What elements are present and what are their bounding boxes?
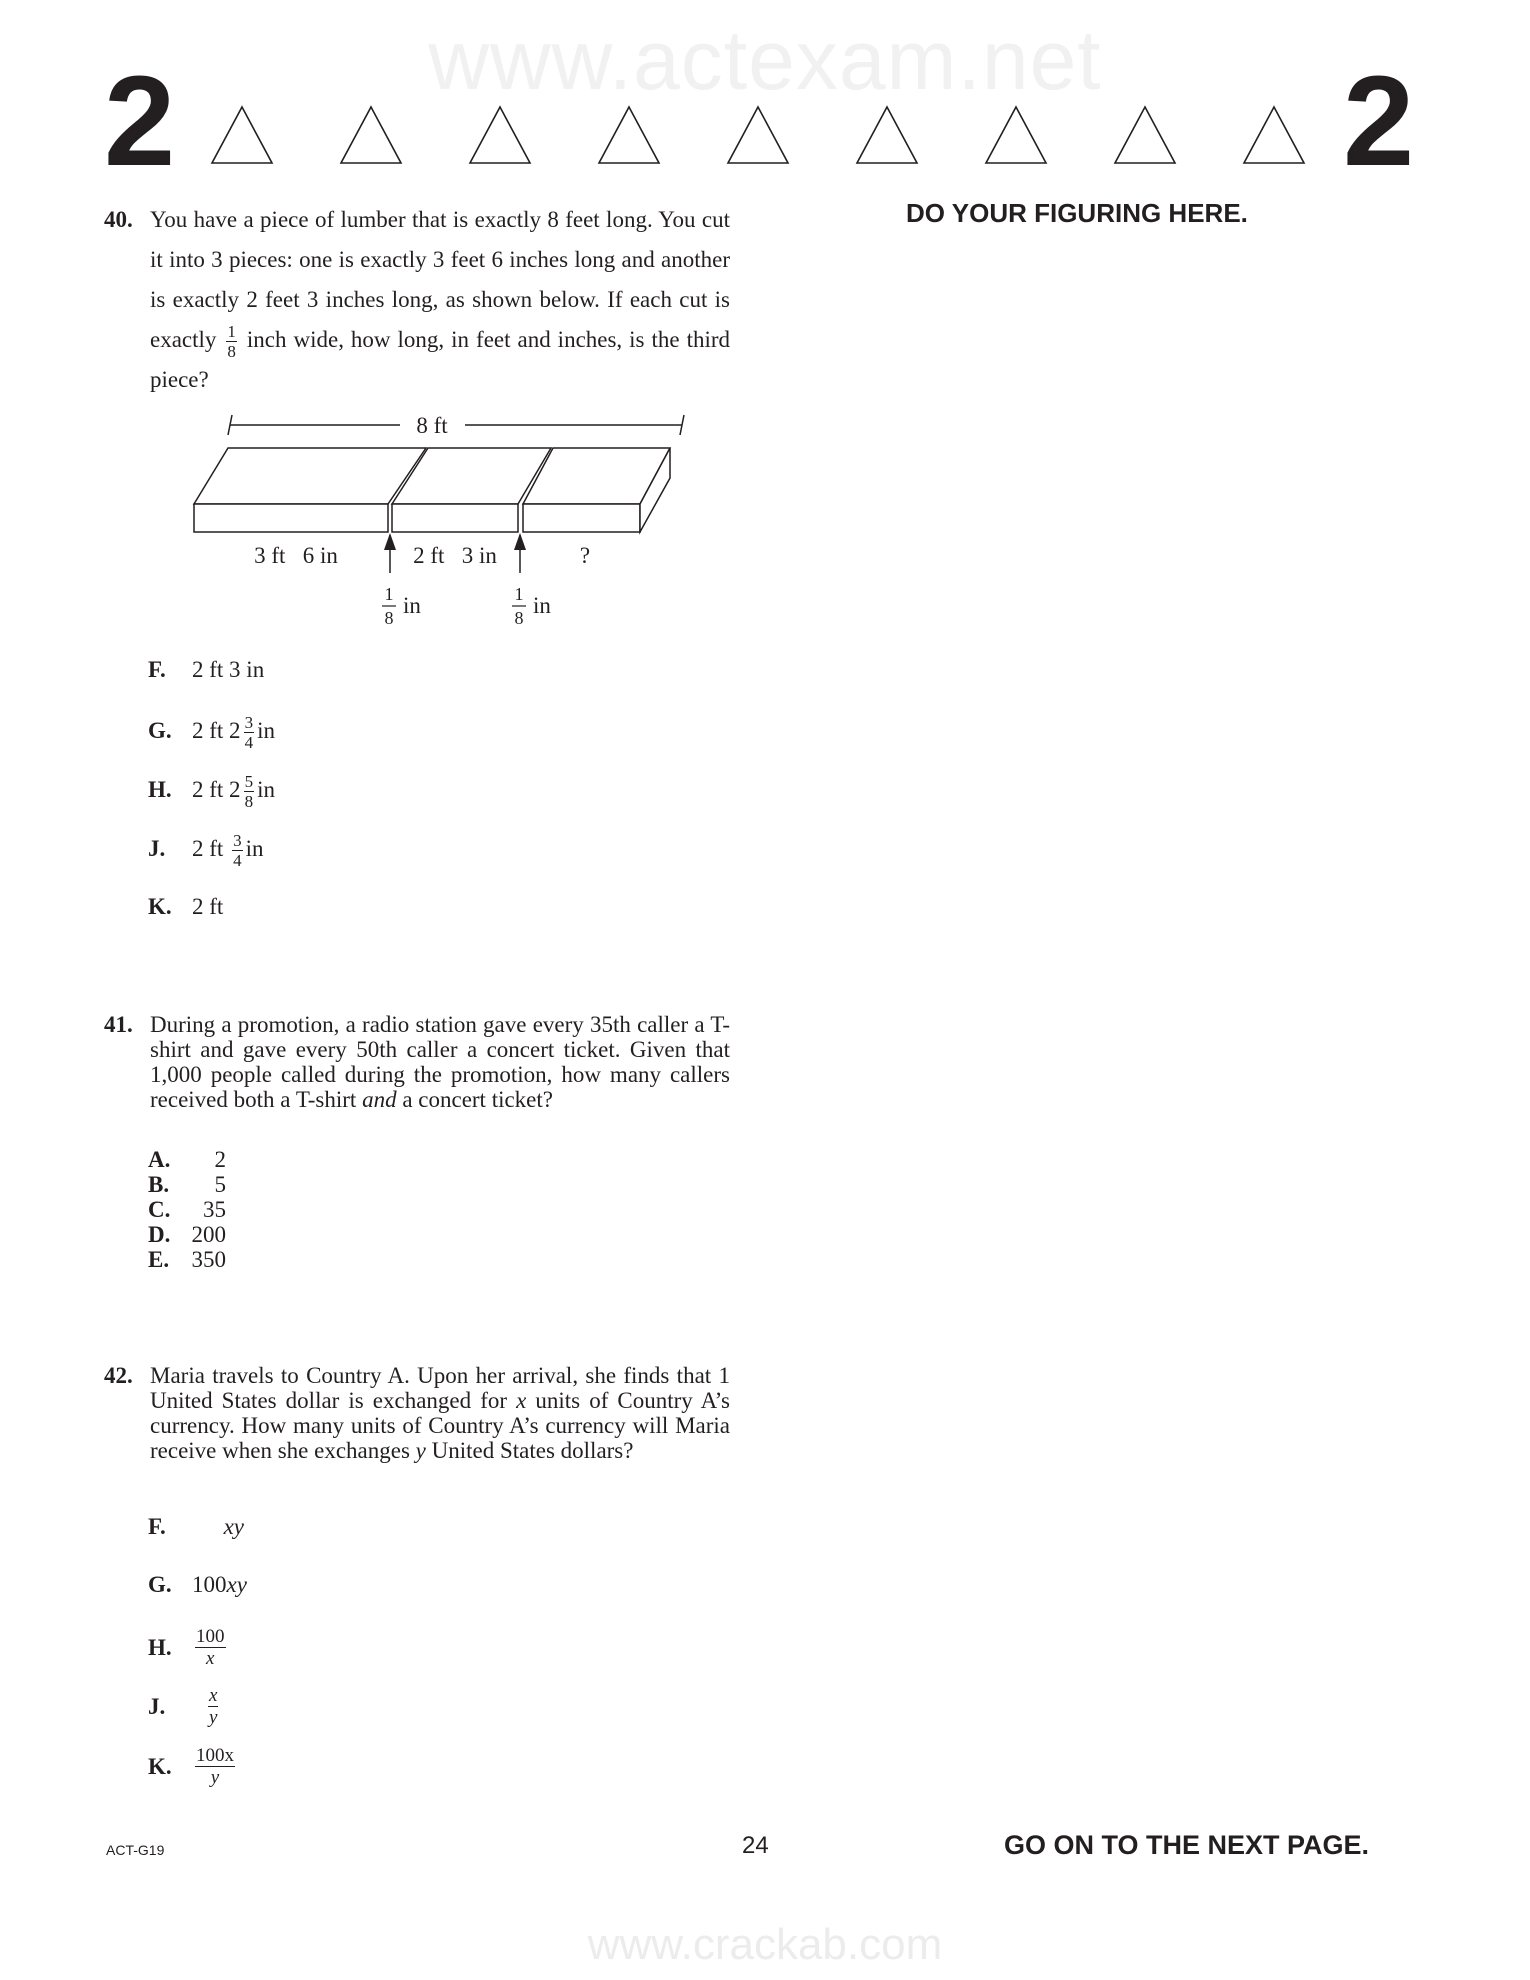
option-value: 2 ft 3 in xyxy=(192,657,265,682)
option-letter: F. xyxy=(148,657,166,682)
piece-3-label: ? xyxy=(579,543,591,568)
answer-option[interactable] xyxy=(148,657,264,683)
variable-y: y xyxy=(415,1438,426,1463)
triangle-icon xyxy=(467,104,533,166)
fraction: $\frac{3}{4}$ xyxy=(244,713,254,752)
question-text-emphasis: and xyxy=(362,1087,397,1112)
cut-2-num: 1 xyxy=(514,584,524,604)
lumber-diagram xyxy=(180,405,700,635)
triangle-icon xyxy=(596,104,662,166)
fraction: $\frac{x}{y}$ xyxy=(209,1685,218,1728)
option-value: 100 xyxy=(192,1572,227,1597)
page-number: 24 xyxy=(742,1832,769,1859)
option-letter: H. xyxy=(148,1634,172,1660)
question-text-part: Maria travels to Country A. Upon her arrival, she finds that 1 United States dollar is exchanged for xyxy=(150,1363,730,1413)
option-letter: G. xyxy=(148,1572,172,1597)
answer-option[interactable] xyxy=(148,773,275,810)
option-unit: in xyxy=(257,776,275,802)
triangle-icon xyxy=(1241,104,1307,166)
triangle-icon xyxy=(854,104,920,166)
option-letter: J. xyxy=(148,835,166,861)
cut-2-unit: in xyxy=(533,593,551,618)
option-value: 2 ft xyxy=(192,835,224,861)
triangle-icon xyxy=(209,104,275,166)
question-text xyxy=(150,200,730,400)
answer-option[interactable] xyxy=(148,1147,226,1172)
triangle-icon xyxy=(1112,104,1178,166)
option-letter: A. xyxy=(148,1147,171,1172)
question-number: 40. xyxy=(104,207,133,232)
triangle-icon xyxy=(338,104,404,166)
answer-option[interactable] xyxy=(148,1197,226,1222)
cut-1-unit: in xyxy=(403,593,421,618)
answer-option[interactable] xyxy=(148,714,275,751)
answer-option[interactable] xyxy=(148,1627,229,1668)
fraction: $\frac{3}{4}$ xyxy=(233,831,242,870)
option-letter: H. xyxy=(148,776,172,802)
option-value: 200 xyxy=(191,1222,226,1247)
answer-option[interactable] xyxy=(148,1247,226,1272)
option-letter: J. xyxy=(148,1693,166,1719)
answer-option[interactable] xyxy=(148,894,223,920)
option-letter: K. xyxy=(148,894,172,919)
answer-option[interactable] xyxy=(148,1222,226,1247)
piece-1-label: 3 ft 6 in xyxy=(254,543,338,568)
watermark-top: www.actexam.net xyxy=(428,13,1102,107)
answer-option[interactable] xyxy=(148,1514,244,1540)
option-value-variables: xy xyxy=(226,1572,247,1597)
option-unit: in xyxy=(245,835,264,861)
answer-option[interactable] xyxy=(148,1686,221,1727)
triangle-icon xyxy=(725,104,791,166)
option-value: xy xyxy=(223,1514,244,1539)
answer-option[interactable] xyxy=(148,1572,247,1598)
option-value: 2 ft 2 xyxy=(192,776,241,802)
question-text-part: United States dollars? xyxy=(431,1438,634,1463)
question-text-part: units of Country A’s currency. How many units of Country A’s currency will Maria receive when she exchanges xyxy=(150,1388,731,1463)
option-value: 2 ft 2 xyxy=(192,717,241,743)
fraction: $\frac{100x}{y}$ xyxy=(196,1745,234,1788)
option-letter: F. xyxy=(148,1514,166,1539)
fraction: $\frac{1}{8}$ xyxy=(227,322,236,362)
next-page-note: GO ON TO THE NEXT PAGE. xyxy=(1004,1830,1370,1860)
cut-1-den: 8 xyxy=(384,608,394,628)
option-letter: E. xyxy=(148,1247,170,1272)
section-number-left: 2 xyxy=(104,50,176,193)
fraction: $\frac{5}{8}$ xyxy=(244,772,254,811)
cut-2-den: 8 xyxy=(514,608,524,628)
option-value: 350 xyxy=(191,1247,226,1272)
answer-option[interactable] xyxy=(148,832,263,869)
option-letter: D. xyxy=(148,1222,171,1247)
answer-option[interactable] xyxy=(148,1746,238,1787)
question-text xyxy=(150,1012,730,1112)
option-value: 5 xyxy=(214,1172,226,1197)
watermark-bottom: www.crackab.com xyxy=(587,1920,943,1969)
option-letter: K. xyxy=(148,1753,172,1779)
total-length-label: 8 ft xyxy=(416,413,448,438)
option-value: 35 xyxy=(203,1197,226,1222)
question-number: 41. xyxy=(104,1012,133,1037)
question-text-part: During a promotion, a radio station gave every 35th caller a T-shirt and gave every 50th caller a concert ticket. Given that 1,000 people called during the promotion, how many callers received both a T-shirt xyxy=(150,1012,730,1112)
option-unit: in xyxy=(257,717,275,743)
piece-2-label: 2 ft 3 in xyxy=(413,543,497,568)
answer-option[interactable] xyxy=(148,1172,226,1197)
option-value: 2 xyxy=(214,1147,226,1172)
section-number-right: 2 xyxy=(1343,50,1415,193)
question-number: 42. xyxy=(104,1363,133,1388)
figuring-note: DO YOUR FIGURING HERE. xyxy=(906,198,1248,228)
option-letter: B. xyxy=(148,1172,170,1197)
test-code: ACT-G19 xyxy=(106,1842,165,1858)
variable-x: x xyxy=(516,1388,527,1413)
triangle-icon xyxy=(983,104,1049,166)
question-text xyxy=(150,1363,730,1463)
option-letter: G. xyxy=(148,717,172,743)
option-letter: C. xyxy=(148,1197,171,1222)
option-value: 2 ft xyxy=(192,894,224,919)
question-text-part: You have a piece of lumber that is exactly 8 feet long. You cut it into 3 pieces: one is exactly 3 feet 6 inches long and another is exactly 2 feet 3 inches long, as shown below. If each cut is exactly xyxy=(150,207,730,352)
question-text-part: inch wide, how long, in feet and inches, is the third piece? xyxy=(150,327,731,393)
fraction: $\frac{100}{x}$ xyxy=(196,1626,225,1669)
question-text-part: a concert ticket? xyxy=(402,1087,553,1112)
cut-1-num: 1 xyxy=(384,584,394,604)
